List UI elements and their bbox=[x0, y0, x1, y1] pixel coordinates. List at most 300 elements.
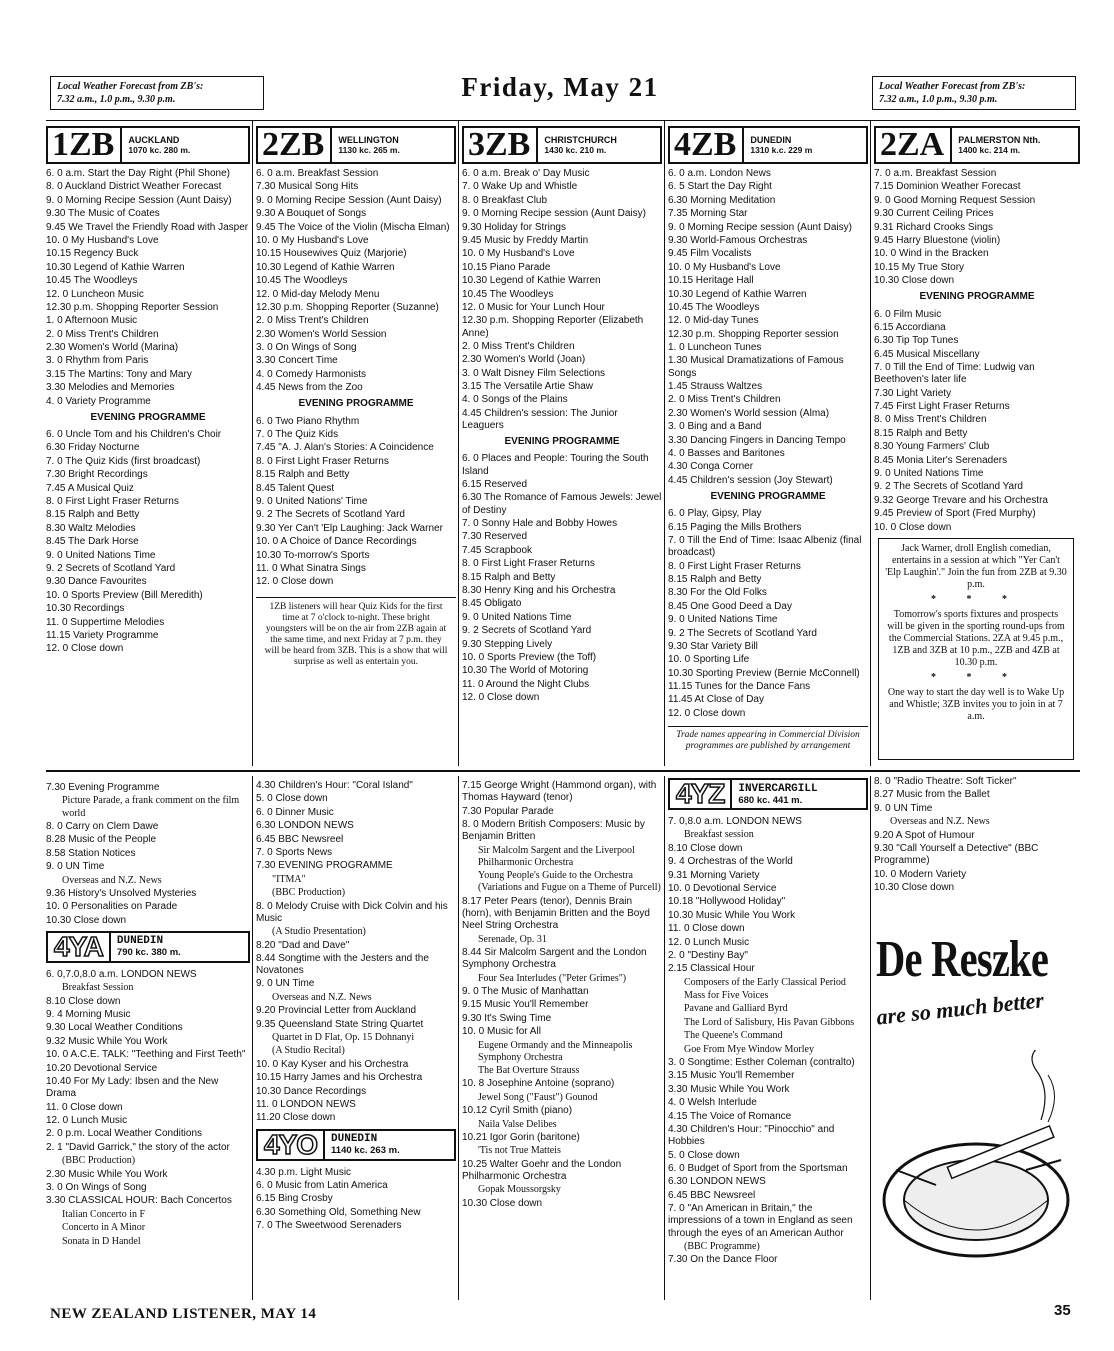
schedule-entry: 8.30 For the Old Folks bbox=[668, 587, 767, 599]
schedule-entry: 6.30 Morning Meditation bbox=[668, 194, 776, 206]
schedule-entry: 6. 0 Uncle Tom and his Children's Choir bbox=[46, 429, 222, 441]
schedule-entry: 11. 0 LONDON NEWS bbox=[256, 1099, 356, 1110]
schedule-entry: 7. 0 Till the End of Time: Ludwig van Beethoven's later life bbox=[874, 362, 1035, 386]
schedule-entry: 9. 0 UN Time bbox=[256, 978, 315, 990]
schedule-entry: 2.30 Women's World Session bbox=[256, 328, 387, 340]
schedule-entry: 10.30 Close down bbox=[46, 914, 127, 926]
schedule-entry: 9.20 Provincial Letter from Auckland bbox=[256, 1005, 417, 1017]
schedule-entry: 2.30 Women's World session (Alma) bbox=[668, 407, 830, 419]
schedule-entry: 9.45 The Voice of the Violin (Mischa Elman) bbox=[256, 221, 450, 233]
schedule-entry: 9. 2 The Secrets of Scotland Yard bbox=[668, 627, 817, 639]
schedule-entry: 3. 0 Rhythm from Paris bbox=[46, 355, 149, 367]
schedule-entry: 8. 0 Melody Cruise with Dick Colvin and his Music bbox=[256, 900, 448, 924]
station-freq: 1140 kc. 263 m. bbox=[331, 1145, 400, 1157]
schedule-list bbox=[46, 782, 250, 927]
schedule-entry: 7.45 First Light Fraser Returns bbox=[874, 401, 1010, 413]
schedule-entry: 9. 4 Orchestras of the World bbox=[668, 856, 793, 868]
schedule-entry: 3.15 The Martins: Tony and Mary bbox=[46, 368, 192, 380]
schedule-entry: 10. 0 Sporting Life bbox=[668, 654, 750, 666]
schedule-entry: 9. 0 UN Time bbox=[46, 861, 105, 873]
schedule-entry: 10. 0 My Husband's Love bbox=[462, 248, 575, 260]
schedule-entry: 8.17 Peter Pears (tenor), Dennis Brain (horn), with Benjamin Britten and the Boyd Neel String Orchestra bbox=[462, 895, 650, 932]
schedule-entry: 11.45 At Close of Day bbox=[668, 694, 764, 706]
schedule-entry: 9.30 Star Variety Bill bbox=[668, 640, 758, 652]
schedule-entry: 9.30 It's Swing Time bbox=[462, 1012, 552, 1024]
schedule-detail: Mass for Five Voices bbox=[684, 990, 769, 1002]
ad-brand: De Reszke bbox=[876, 931, 1049, 988]
schedule-entry: 10.30 Dance Recordings bbox=[256, 1085, 367, 1097]
schedule-entry: 10. 0 Music for All bbox=[462, 1026, 541, 1038]
schedule-entry: 10.15 Piano Parade bbox=[462, 261, 551, 273]
lower-column-2 bbox=[256, 780, 456, 1304]
station-call: 2ZB bbox=[262, 128, 332, 162]
schedule-entry: 9.30 Stepping Lively bbox=[462, 638, 553, 650]
lower-column-5 bbox=[874, 776, 1080, 926]
schedule-entry: 11. 0 What Sinatra Sings bbox=[256, 562, 366, 574]
schedule-entry: 8.58 Station Notices bbox=[46, 847, 136, 859]
column-4zb bbox=[668, 126, 868, 766]
schedule-list bbox=[462, 780, 662, 1210]
schedule-entry: 4. 0 Basses and Baritones bbox=[668, 448, 785, 460]
schedule-entry: 10.45 The Woodleys bbox=[46, 275, 138, 287]
schedule-entry: 9.30 The Music of Coates bbox=[46, 208, 160, 220]
station-city: INVERCARGILL bbox=[738, 782, 818, 795]
schedule-entry: 4. 0 Variety Programme bbox=[46, 395, 151, 407]
schedule-entry: 6.30 Something Old, Something New bbox=[256, 1206, 421, 1218]
schedule-entry: 9.45 Harry Bluestone (violin) bbox=[874, 234, 1001, 246]
schedule-list bbox=[46, 969, 250, 1248]
schedule-entry: 2.30 Women's World (Joan) bbox=[462, 354, 586, 366]
schedule-entry: 12. 0 Close down bbox=[46, 643, 124, 655]
schedule-entry: 8.15 Ralph and Betty bbox=[874, 427, 968, 439]
schedule-entry: 9. 0 Good Morning Request Session bbox=[874, 194, 1036, 206]
divider bbox=[870, 776, 871, 1300]
schedule-entry: 10.45 The Woodleys bbox=[256, 275, 348, 287]
station-freq: 680 kc. 441 m. bbox=[738, 794, 803, 806]
station-city: DUNEDIN bbox=[331, 1133, 378, 1146]
schedule-detail: (BBC Programme) bbox=[684, 1240, 760, 1252]
schedule-entry: 7.45 Scrapbook bbox=[462, 544, 533, 556]
station-logo-4ya bbox=[46, 931, 250, 963]
schedule-entry: 9.30 World-Famous Orchestras bbox=[668, 234, 808, 246]
schedule-entry: 12. 0 Lunch Music bbox=[668, 936, 750, 948]
day-title: Friday, May 21 bbox=[461, 72, 659, 102]
schedule-entry: 7.30 EVENING PROGRAMME bbox=[256, 860, 393, 872]
note-sports: Tomorrow's sports fixtures and prospects will be given in the sporting round-ups from the Commercial Stations. 2ZA at 9.45 p.m., 1ZB and 3ZB at 10 p.m., 2ZB and 4ZB at 10.30 p.m. bbox=[887, 609, 1065, 668]
schedule-entry: 8. 0 First Light Fraser Returns bbox=[46, 496, 179, 507]
schedule-entry: 6.45 Musical Miscellany bbox=[874, 348, 980, 360]
schedule-entry: 9. 0 United Nations' Time bbox=[256, 496, 368, 507]
schedule-detail: Italian Concerto in F bbox=[62, 1208, 146, 1220]
schedule-entry: 6. 0 a.m. Break o' Day Music bbox=[462, 168, 590, 179]
schedule-entry: 8.44 Sir Malcolm Sargent and the London Symphony Orchestra bbox=[462, 946, 647, 971]
lower-column-4 bbox=[668, 778, 868, 1304]
schedule-entry: 10.30 Sporting Preview (Bernie McConnell) bbox=[668, 667, 860, 679]
weather-forecast-right bbox=[872, 76, 1076, 110]
schedule-entry: 9. 2 Secrets of Scotland Yard bbox=[462, 625, 592, 637]
schedule-entry: 7.30 Bright Recordings bbox=[46, 469, 148, 481]
schedule-entry: 9.31 Richard Crooks Sings bbox=[874, 221, 993, 233]
schedule-entry: 10.30 Legend of Kathie Warren bbox=[46, 261, 185, 273]
schedule-entry: 2. 0 Miss Trent's Children bbox=[256, 315, 369, 327]
schedule-entry: 8.30 Henry King and his Orchestra bbox=[462, 584, 616, 596]
station-city: PALMERSTON Nth. bbox=[958, 135, 1041, 145]
schedule-entry: 7.45 "A. J. Alan's Stories: A Coincidence bbox=[256, 442, 434, 454]
schedule-entry: 4.30 Children's Hour: "Coral Island" bbox=[256, 780, 413, 791]
schedule-entry: 8.45 Talent Quest bbox=[256, 482, 335, 494]
schedule-entry: 8.44 Songtime with the Jesters and the Novatones bbox=[256, 952, 429, 977]
lower-column-3 bbox=[462, 780, 662, 1304]
schedule-entry: 6. 0 Play, Gipsy, Play bbox=[668, 508, 762, 520]
schedule-entry: 7. 0 Wake Up and Whistle bbox=[462, 181, 578, 193]
station-header-3zb bbox=[462, 126, 662, 164]
column-1zb bbox=[46, 126, 250, 766]
schedule-entry: 11. 0 Around the Night Clubs bbox=[462, 678, 590, 690]
schedule-entry: 6.15 Reserved bbox=[462, 479, 528, 491]
station-call: 4YA bbox=[48, 933, 111, 961]
schedule-entry: 10.30 To-morrow's Sports bbox=[256, 549, 370, 561]
schedule-entry: 8.10 Close down bbox=[46, 995, 121, 1007]
section-heading: EVENING PROGRAMME bbox=[710, 491, 826, 502]
station-call: 4YO bbox=[258, 1131, 325, 1159]
ashtray-cigarette-illustration bbox=[876, 1050, 1076, 1270]
schedule-detail: Four Sea Interludes ("Peter Grimes") bbox=[478, 972, 627, 984]
schedule-entry: 8.45 The Dark Horse bbox=[46, 536, 139, 548]
schedule-entry: 3. 0 Songtime: Esther Coleman (contralto) bbox=[668, 1057, 855, 1069]
schedule-entry: 10. 0 Kay Kyser and his Orchestra bbox=[256, 1058, 409, 1070]
schedule-entry: 10. 0 Personalities on Parade bbox=[46, 901, 178, 913]
schedule-detail: (A Studio Presentation) bbox=[272, 926, 366, 938]
divider bbox=[870, 120, 871, 766]
schedule-detail: Sir Malcolm Sargent and the Liverpool Philharmonic Orchestra bbox=[478, 844, 635, 868]
schedule-entry: 3.15 The Versatile Artie Shaw bbox=[462, 381, 594, 393]
weather-right-title: Local Weather Forecast from ZB's: bbox=[879, 81, 1026, 92]
schedule-entry: 3. 0 On Wings of Song bbox=[46, 1181, 147, 1193]
schedule-entry: 6. 0 a.m. London News bbox=[668, 168, 771, 179]
schedule-entry: 4.30 Children's Hour: "Pinocchio" and Hobbies bbox=[668, 1123, 835, 1148]
schedule-entry: 6. 0 Places and People: Touring the South Island bbox=[462, 453, 649, 477]
schedule-entry: 4.45 Children's session: The Junior Leaguers bbox=[462, 407, 618, 432]
schedule-detail: Overseas and N.Z. News bbox=[272, 991, 372, 1003]
schedule-entry: 9. 0 United Nations Time bbox=[462, 611, 572, 623]
schedule-entry: 10.30 Close down bbox=[874, 275, 955, 287]
schedule-entry: 10.40 For My Lady: Ibsen and the New Drama bbox=[46, 1076, 219, 1100]
schedule-entry: 7. 0,8.0 a.m. LONDON NEWS bbox=[668, 816, 802, 827]
schedule-entry: 8.15 Ralph and Betty bbox=[256, 469, 350, 481]
schedule-entry: 10.15 Regency Buck bbox=[46, 248, 139, 260]
divider bbox=[46, 770, 1080, 772]
schedule-detail: "ITMA" bbox=[272, 873, 306, 885]
schedule-entry: 9. 0 Morning Recipe Session (Aunt Daisy) bbox=[256, 194, 442, 206]
schedule-entry: 9.15 Music You'll Remember bbox=[462, 999, 589, 1011]
schedule-entry: 6.30 Friday Nocturne bbox=[46, 442, 140, 454]
schedule-entry: 12.30 p.m. Shopping Reporter session bbox=[668, 328, 839, 340]
schedule-entry: 2. 0 "Destiny Bay" bbox=[668, 949, 748, 961]
schedule-entry: 3. 0 Bing and a Band bbox=[668, 421, 762, 433]
station-call: 2ZA bbox=[880, 128, 952, 162]
station-call: 4ZB bbox=[674, 128, 744, 162]
schedule-entry: 10. 0 My Husband's Love bbox=[256, 234, 369, 246]
schedule-entry: 7. 0 Till the End of Time: Isaac Albeniz (final broadcast) bbox=[668, 534, 862, 559]
schedule-entry: 10. 0 Sports Preview (Bill Meredith) bbox=[46, 589, 203, 601]
schedule-detail: Sonata in D Handel bbox=[62, 1235, 141, 1247]
schedule-entry: 10. 0 Close down bbox=[874, 521, 952, 533]
schedule-detail: Concerto in A Minor bbox=[62, 1222, 146, 1234]
schedule-entry: 9.30 Dance Favourites bbox=[46, 576, 147, 588]
schedule-detail: 'Tis not True Matteis bbox=[478, 1145, 561, 1157]
schedule-entry: 4. 0 Welsh Interlude bbox=[668, 1097, 757, 1109]
station-freq: 790 kc. 380 m. bbox=[116, 947, 181, 959]
station-call: 3ZB bbox=[468, 128, 538, 162]
schedule-detail: Eugene Ormandy and the Minneapolis Symphony Orchestra bbox=[478, 1039, 633, 1063]
schedule-entry: 10. 0 My Husband's Love bbox=[46, 234, 159, 246]
schedule-entry: 9. 0 Morning Recipe Session (Aunt Daisy) bbox=[46, 194, 232, 206]
schedule-detail: (A Studio Recital) bbox=[272, 1045, 345, 1057]
schedule-list bbox=[46, 168, 250, 656]
schedule-entry: 2.30 Music While You Work bbox=[46, 1168, 168, 1180]
schedule-entry: 6.30 LONDON NEWS bbox=[668, 1176, 766, 1188]
schedule-entry: 5. 0 Close down bbox=[668, 1149, 740, 1161]
schedule-entry: 10.30 Legend of Kathie Warren bbox=[462, 275, 601, 287]
divider bbox=[664, 120, 665, 766]
schedule-detail: Goe From Mye Window Morley bbox=[684, 1043, 814, 1055]
schedule-entry: 8.15 Ralph and Betty bbox=[668, 573, 762, 585]
note-jack-warner: Jack Warner, droll English comedian, entertains in a session at which "Yer Can't 'Elp Laughin'." Join the fun from 2ZB at 9.30 p.m. bbox=[885, 543, 1067, 590]
schedule-entry: 10. 0 Sports Preview (the Toff) bbox=[462, 651, 597, 663]
schedule-entry: 9.30 "Call Yourself a Detective" (BBC Programme) bbox=[874, 842, 1039, 867]
station-city: WELLINGTON bbox=[338, 135, 399, 145]
schedule-entry: 10. 0 Wind in the Bracken bbox=[874, 248, 989, 260]
schedule-entry: 9. 4 Morning Music bbox=[46, 1009, 131, 1021]
schedule-entry: 4.15 The Voice of Romance bbox=[668, 1110, 792, 1122]
divider bbox=[458, 120, 459, 766]
schedule-entry: 10.30 Music While You Work bbox=[668, 909, 796, 921]
station-freq: 1130 kc. 265 m. bbox=[338, 145, 400, 155]
station-logo-4yz bbox=[668, 778, 868, 810]
schedule-entry: 3.30 Concert Time bbox=[256, 355, 338, 367]
quiz-kids-note: 1ZB listeners will hear Quiz Kids for the first time at 7 o'clock to-night. These bright youngsters will be on the air from 2ZB again at the same time, and next Friday at 7 p.m. they will be heard from 3ZB. This is a show that will surprise as well as entertain you. bbox=[256, 597, 456, 668]
schedule-entry: 4. 0 Songs of the Plains bbox=[462, 394, 568, 406]
schedule-entry: 9.32 Music While You Work bbox=[46, 1035, 168, 1047]
weather-right-times: 7.32 a.m., 1.0 p.m., 9.30 p.m. bbox=[879, 94, 998, 105]
schedule-entry: 9. 0 United Nations Time bbox=[874, 468, 984, 480]
divider bbox=[252, 776, 253, 1300]
schedule-entry: 7. 0 The Quiz Kids (first broadcast) bbox=[46, 455, 201, 467]
schedule-entry: 8.30 Young Farmers' Club bbox=[874, 441, 990, 453]
schedule-detail: Naila Valse Delibes bbox=[478, 1118, 557, 1130]
schedule-entry: 8. 0 Modern British Composers: Music by Benjamin Britten bbox=[462, 818, 645, 843]
schedule-entry: 4.30 Conga Corner bbox=[668, 461, 754, 473]
schedule-entry: 10.15 Heritage Hall bbox=[668, 275, 754, 287]
schedule-entry: 4.45 Children's session (Joy Stewart) bbox=[668, 474, 833, 486]
schedule-list bbox=[874, 168, 1080, 534]
schedule-detail: Overseas and N.Z. News bbox=[890, 816, 990, 828]
trade-names-note: Trade names appearing in Commercial Division programmes are published by arrangement bbox=[668, 726, 868, 752]
station-city: DUNEDIN bbox=[116, 935, 164, 948]
note-stars: * * * bbox=[931, 594, 1021, 605]
schedule-entry: 12.30 p.m. Shopping Reporter Session bbox=[46, 301, 219, 313]
schedule-entry: 6. 0 a.m. Breakfast Session bbox=[256, 168, 379, 179]
schedule-entry: 8. 0 Miss Trent's Children bbox=[874, 414, 987, 426]
de-reszke-advertisement bbox=[876, 930, 1080, 1300]
schedule-entry: 8. 0 Auckland District Weather Forecast bbox=[46, 181, 222, 193]
station-freq: 1310 k.c. 229 m bbox=[750, 145, 813, 155]
schedule-entry: 9.45 We Travel the Friendly Road with Jasper bbox=[46, 221, 249, 233]
schedule-entry: 7. 0 The Sweetwood Serenaders bbox=[256, 1220, 402, 1232]
schedule-entry: 9.30 Holiday for Strings bbox=[462, 221, 566, 233]
schedule-entry: 10.30 Legend of Kathie Warren bbox=[668, 288, 807, 300]
schedule-entry: 8. 0 First Light Fraser Returns bbox=[256, 455, 389, 467]
schedule-detail: Overseas and N.Z. News bbox=[62, 874, 162, 886]
schedule-entry: 6.45 BBC Newsreel bbox=[256, 833, 344, 845]
schedule-entry: 7.45 A Musical Quiz bbox=[46, 482, 134, 494]
schedule-entry: 7.30 Musical Song Hits bbox=[256, 181, 359, 193]
schedule-entry: 10.30 The World of Motoring bbox=[462, 665, 589, 677]
schedule-entry: 10.45 The Woodleys bbox=[668, 301, 760, 313]
schedule-entry: 9. 0 United Nations Time bbox=[668, 614, 778, 626]
schedule-entry: 9.45 Preview of Sport (Fred Murphy) bbox=[874, 508, 1036, 520]
lower-column-1 bbox=[46, 782, 250, 1304]
schedule-entry: 10. 0 Devotional Service bbox=[668, 882, 777, 894]
schedule-entry: 7.30 On the Dance Floor bbox=[668, 1254, 778, 1266]
schedule-entry: 12. 0 Music for Your Lunch Hour bbox=[462, 301, 605, 313]
schedule-entry: 10.21 Igor Gorin (baritone) bbox=[462, 1132, 580, 1144]
schedule-entry: 10.30 Close down bbox=[874, 881, 955, 893]
schedule-detail: (BBC Production) bbox=[272, 887, 346, 899]
schedule-entry: 7.30 Evening Programme bbox=[46, 782, 160, 793]
schedule-entry: 7. 0 The Quiz Kids bbox=[256, 429, 339, 441]
section-heading: EVENING PROGRAMME bbox=[919, 291, 1035, 303]
schedule-entry: 8.45 Monia Liter's Serenaders bbox=[874, 454, 1008, 466]
schedule-entry: 8. 0 "Radio Theatre: Soft Ticker" bbox=[874, 776, 1017, 787]
schedule-entry: 6.15 Accordiana bbox=[874, 321, 946, 333]
schedule-entry: 10. 8 Josephine Antoine (soprano) bbox=[462, 1078, 615, 1090]
schedule-entry: 7.35 Morning Star bbox=[668, 208, 748, 220]
schedule-entry: 6. 0,7.0,8.0 a.m. LONDON NEWS bbox=[46, 968, 197, 980]
schedule-entry: 9.45 Film Vocalists bbox=[668, 248, 752, 260]
divider bbox=[252, 120, 253, 766]
schedule-entry: 6. 0 Budget of Sport from the Sportsman bbox=[668, 1162, 848, 1174]
schedule-entry: 9.30 Yer Can't 'Elp Laughing: Jack Warner bbox=[256, 522, 443, 534]
page-number: 35 bbox=[1054, 1302, 1071, 1319]
column-3zb bbox=[462, 126, 662, 766]
schedule-entry: 1.30 Musical Dramatizations of Famous Songs bbox=[668, 355, 844, 379]
schedule-entry: 10.20 Devotional Service bbox=[46, 1062, 158, 1074]
schedule-entry: 12. 0 Mid-day Melody Menu bbox=[256, 288, 380, 300]
schedule-entry: 6.30 The Romance of Famous Jewels: Jewel of Destiny bbox=[462, 492, 662, 516]
schedule-entry: 9. 0 Morning Recipe session (Aunt Daisy) bbox=[462, 208, 646, 220]
schedule-entry: 9.30 A Bouquet of Songs bbox=[256, 208, 367, 220]
weather-left-title: Local Weather Forecast from ZB's: bbox=[57, 81, 204, 92]
schedule-detail: Young People's Guide to the Orchestra (Variations and Fugue on a Theme of Purcell) bbox=[478, 870, 661, 894]
schedule-entry: 3.30 Melodies and Memories bbox=[46, 382, 175, 394]
schedule-entry: 8.10 Close down bbox=[668, 842, 743, 854]
schedule-entry: 11. 0 Close down bbox=[668, 923, 745, 935]
schedule-entry: 9.45 Music by Freddy Martin bbox=[462, 234, 589, 246]
schedule-entry: 8. 0 Breakfast Club bbox=[462, 194, 548, 206]
station-city: AUCKLAND bbox=[128, 135, 180, 145]
schedule-entry: 3.30 CLASSICAL HOUR: Bach Concertos bbox=[46, 1195, 232, 1207]
schedule-entry: 7. 0 "An American in Britain," the impressions of a town in England as seen through the eyes of an American Author bbox=[668, 1203, 853, 1239]
schedule-entry: 6.15 Bing Crosby bbox=[256, 1193, 333, 1205]
schedule-entry: 10.25 Walter Goehr and the London Philharmonic Orchestra bbox=[462, 1158, 622, 1183]
station-freq: 1430 kc. 210 m. bbox=[544, 145, 607, 155]
schedule-entry: 4.30 p.m. Light Music bbox=[256, 1166, 352, 1178]
schedule-entry: 10.45 The Woodleys bbox=[462, 288, 554, 300]
schedule-entry: 3. 0 On Wings of Song bbox=[256, 342, 357, 354]
schedule-entry: 4.45 News from the Zoo bbox=[256, 382, 363, 394]
schedule-entry: 10.12 Cyril Smith (piano) bbox=[462, 1105, 573, 1117]
schedule-entry: 9. 0 UN Time bbox=[874, 802, 933, 814]
schedule-detail: The Queene's Command bbox=[684, 1030, 783, 1042]
schedule-entry: 10.30 Legend of Kathie Warren bbox=[256, 261, 395, 273]
station-header-2za bbox=[874, 126, 1080, 164]
note-stars: * * * bbox=[931, 672, 1021, 683]
schedule-entry: 7.30 Light Variety bbox=[874, 387, 952, 399]
schedule-entry: 10.30 Recordings bbox=[46, 603, 125, 615]
schedule-list bbox=[462, 168, 662, 704]
weather-forecast-left bbox=[50, 76, 264, 110]
station-city: DUNEDIN bbox=[750, 135, 792, 145]
schedule-entry: 8. 0 First Light Fraser Returns bbox=[462, 558, 595, 570]
section-heading: EVENING PROGRAMME bbox=[298, 398, 414, 410]
schedule-entry: 10.30 Close down bbox=[462, 1197, 543, 1209]
schedule-entry: 9. 0 Morning Recipe session (Aunt Daisy) bbox=[668, 221, 852, 233]
station-freq: 1400 kc. 214 m. bbox=[958, 145, 1021, 155]
schedule-entry: 3.30 Dancing Fingers in Dancing Tempo bbox=[668, 434, 846, 446]
schedule-detail: Jewel Song ("Faust") Gounod bbox=[478, 1091, 598, 1103]
schedule-entry: 2. 1 "David Garrick," the story of the actor bbox=[46, 1141, 230, 1153]
schedule-detail: Breakfast Session bbox=[62, 982, 134, 994]
schedule-entry: 2. 0 Miss Trent's Children bbox=[46, 328, 159, 340]
station-header-1zb bbox=[46, 126, 250, 164]
divider bbox=[664, 776, 665, 1300]
schedule-entry: 4. 0 Comedy Harmonists bbox=[256, 368, 367, 380]
schedule-entry: 6. 0 Dinner Music bbox=[256, 806, 334, 818]
schedule-entry: 6.30 Tip Top Tunes bbox=[874, 335, 959, 347]
schedule-entry: 12. 0 Lunch Music bbox=[46, 1115, 128, 1127]
schedule-entry: 8.30 Waltz Melodies bbox=[46, 522, 136, 534]
schedule-entry: 10.15 My True Story bbox=[874, 261, 965, 273]
schedule-entry: 9. 2 The Secrets of Scotland Yard bbox=[874, 481, 1023, 493]
schedule-entry: 8.28 Music of the People bbox=[46, 834, 157, 846]
schedule-entry: 9.30 Current Ceiling Prices bbox=[874, 208, 994, 220]
schedule-entry: 8. 0 First Light Fraser Returns bbox=[668, 560, 801, 572]
ad-tagline: are so much better bbox=[875, 987, 1045, 1030]
station-header-2zb bbox=[256, 126, 456, 164]
schedule-entry: 8.15 Ralph and Betty bbox=[462, 571, 556, 583]
schedule-entry: 8.15 Ralph and Betty bbox=[46, 509, 140, 521]
schedule-entry: 10.15 Housewives Quiz (Marjorie) bbox=[256, 248, 407, 260]
weather-left-times: 7.32 a.m., 1.0 p.m., 9.30 p.m. bbox=[57, 94, 176, 105]
schedule-detail: Composers of the Early Classical Period bbox=[684, 976, 846, 988]
schedule-detail: The Lord of Salisbury, His Pavan Gibbons bbox=[684, 1016, 855, 1028]
schedule-entry: 9.30 Local Weather Conditions bbox=[46, 1022, 183, 1034]
note-wake-up: One way to start the day well is to Wake Up and Whistle; 3ZB invites you to join in at 7 a.m. bbox=[887, 687, 1065, 722]
schedule-entry: 7. 0 Sonny Hale and Bobby Howes bbox=[462, 518, 618, 530]
schedule-entry: 5. 0 Close down bbox=[256, 793, 328, 805]
schedule-entry: 9. 2 Secrets of Scotland Yard bbox=[46, 562, 176, 574]
schedule-entry: 10. 0 My Husband's Love bbox=[668, 261, 781, 273]
schedule-entry: 3.15 Music You'll Remember bbox=[668, 1070, 795, 1082]
section-heading: EVENING PROGRAMME bbox=[90, 411, 206, 423]
schedule-entry: 1. 0 Afternoon Music bbox=[46, 315, 138, 327]
schedule-entry: 10. 0 A.C.E. TALK: "Teething and First Teeth" bbox=[46, 1049, 246, 1061]
schedule-entry: 7. 0 a.m. Breakfast Session bbox=[874, 168, 997, 179]
schedule-entry: 6. 0 a.m. Start the Day Right (Phil Shone) bbox=[46, 168, 230, 179]
schedule-entry: 9.35 Queensland State String Quartet bbox=[256, 1018, 424, 1030]
divider bbox=[46, 120, 1080, 121]
